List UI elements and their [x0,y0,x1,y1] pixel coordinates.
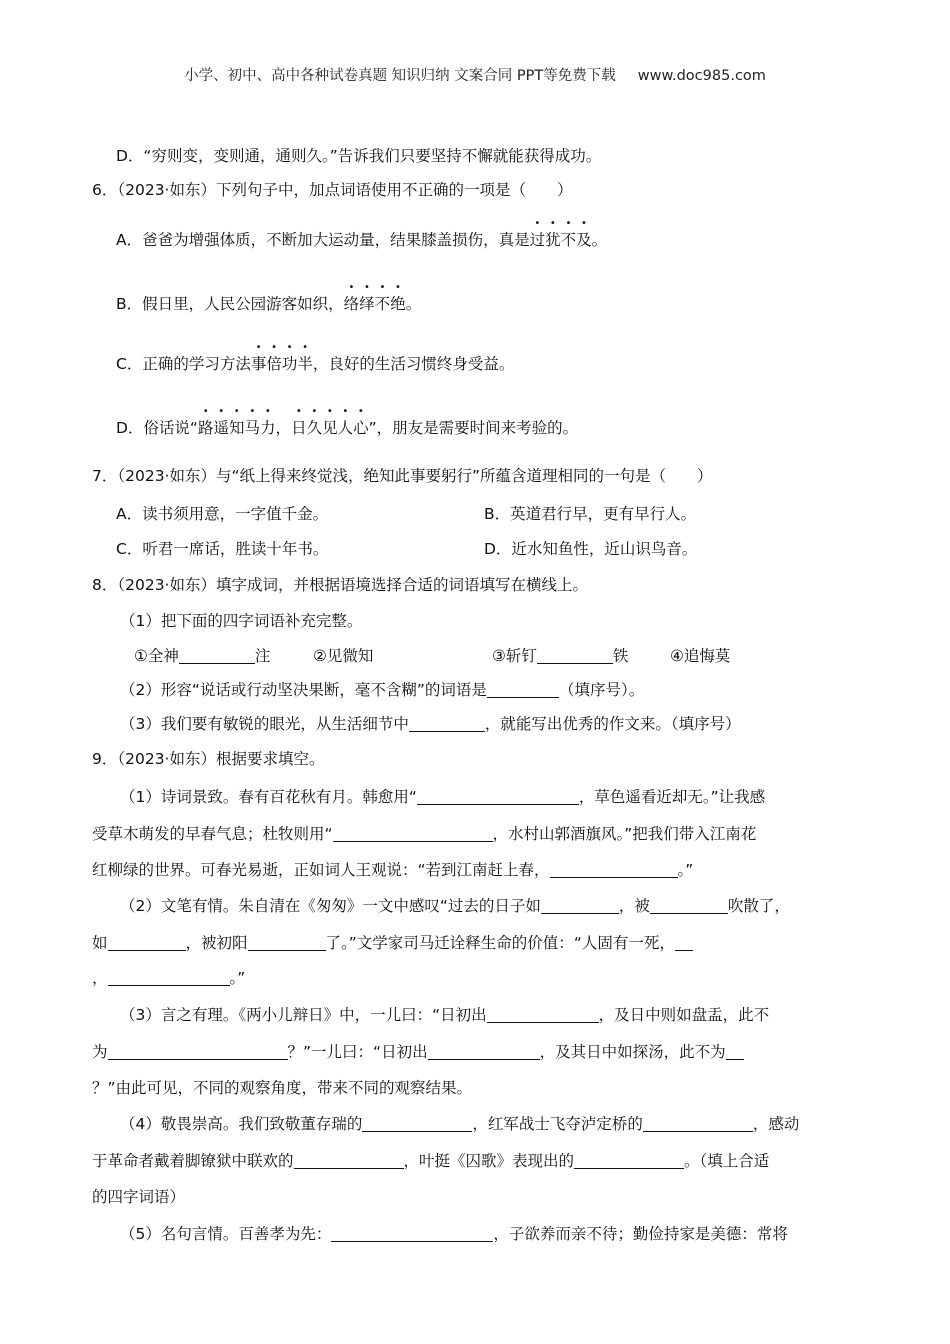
emphasis-char: 马 [244,419,261,437]
q9-p1-line1: （1）诗词景致。春有百花秋有月。韩愈用“ ，草色遥看近却无。”让我感 [120,788,766,806]
emphasis-char: 绎 [359,295,375,313]
page-header [0,68,950,85]
emphasis-char: 知 [229,419,245,437]
q9-p3-line1: （3）言之有理。《两小儿辩日》中，一儿曰：“日初出 ，及日中则如盘盂，此不 [120,1006,770,1024]
q9-p2-line2: 如 ，被初阳 了。”文学家司马迁诠释生命的价值：“人固有一死， [92,934,693,953]
emphasis-char: 及 [576,231,592,249]
q9-blank[interactable] [650,898,728,915]
q9-blank[interactable] [362,1116,472,1133]
q8-part2: （2）形容“说话或行动坚决果断，毫不含糊”的词语是 （填序号）。 [120,681,645,699]
emphasis-char: 不 [374,295,391,313]
q7-option-d: D．近水知鱼性，近山识鸟音。 [484,540,698,558]
q9-blank[interactable] [108,970,230,987]
q9-p1-line2: 受草木萌发的早春气息；杜牧则用“ ，水村山郭酒旗风。”把我们带入江南花 [92,825,757,843]
q9-blank[interactable] [428,1044,540,1061]
emphasis-char: 半 [297,355,313,373]
emphasis-char: 络 [343,295,360,313]
q9-blank[interactable] [574,1153,684,1170]
emphasis-char: 绝 [390,295,406,313]
q9-p4-line1: （4）敬畏崇高。我们致敬董存瑞的 ，红军战士飞夺泸定桥的 ，感动 [120,1115,800,1133]
q8-blank-1[interactable] [179,648,255,665]
q9-blank[interactable] [333,826,493,843]
q6-option-a: A．爸爸为增强体质，不断加大运动量，结果膝盖损伤，真是过犹不及。 [116,231,608,249]
q9-blank[interactable] [487,1007,599,1024]
q9-blank[interactable] [643,1116,753,1133]
q6-b-dotted-word [344,295,406,313]
q6-c-dotted-word [251,355,313,373]
q9-p1-line3: 红柳绿的世界。可春光易逝，正如词人王观说：“若到江南赶上春， 。” [92,861,694,879]
emphasis-char: 犹 [545,231,561,249]
q9-p5-line1: （5）名句言情。百善孝为先： ，子欲养而亲不待；勤俭持家是美德：常将 [120,1225,788,1243]
q8-part1: （1）把下面的四字词语补充完整。 [120,612,363,630]
q8-word-4: ④追悔莫 [670,647,731,665]
q9-blank[interactable] [294,1153,404,1170]
emphasis-char: 见 [322,419,338,437]
q8-stem: 8．（2023·如东）填字成词，并根据语境选择合适的词语填写在横线上。 [92,576,588,594]
header-url: www.doc985.com [637,68,766,84]
q9-blank[interactable] [248,935,326,952]
q7-option-b: B．英道君行早，更有早行人。 [484,505,697,523]
q9-blank[interactable] [726,1044,744,1061]
q9-p2-line1: （2）文笔有情。朱自清在《匆匆》一文中感叹“过去的日子如 ，被 吹散了， [120,897,790,915]
q8-word-2: ②见微知 [313,647,374,665]
q6-d-dotted-word-2 [291,419,369,437]
emphasis-char: 事 [250,355,267,373]
emphasis-char: 不 [560,231,577,249]
q6-a-dotted-word [530,231,592,249]
q7-stem: 7．（2023·如东）与“纸上得来终觉浅，绝知此事要躬行”所蕴含道理相同的一句是（ ） [92,467,713,485]
q6-stem: 6．（2023·如东）下列句子中，加点词语使用不正确的一项是（ ） [92,181,573,199]
q5-option-d: D．“穷则变，变则通，通则久。”告诉我们只要坚持不懈就能获得成功。 [116,147,602,165]
emphasis-char: 力 [260,419,276,437]
q8-word-1: ①全神 注 [134,647,271,665]
q9-stem: 9．（2023·如东）根据要求填空。 [92,750,325,768]
q9-p4-line2: 于革命者戴着脚镣狱中联欢的 ，叶挺《囚歌》表现出的 。（填上合适 [92,1152,770,1170]
q8-blank-p2[interactable] [487,682,559,699]
q9-blank[interactable] [108,935,186,952]
q9-blank[interactable] [550,862,678,879]
emphasis-char: 久 [306,419,323,437]
emphasis-char: 过 [529,231,546,249]
emphasis-char: 功 [281,355,298,373]
q9-p4-line3: 的四字词语） [92,1188,186,1206]
emphasis-char: 心 [353,419,369,437]
q9-blank[interactable] [675,935,693,952]
q8-word-3: ③斩钉 铁 [492,647,629,665]
q6-option-c: C．正确的学习方法事倍功半，良好的生活习惯终身受益。 [116,355,515,373]
q7-option-c: C．听君一席话，胜读十年书。 [116,540,329,558]
q9-p3-line3: ？”由此可见，不同的观察角度，带来不同的观察结果。 [92,1079,473,1097]
q7-option-a: A．读书须用意，一字值千金。 [116,505,329,523]
q9-blank[interactable] [417,789,579,806]
q9-blank[interactable] [108,1044,288,1061]
q6-option-b: B．假日里，人民公园游客如织，络绎不绝。 [116,295,422,313]
emphasis-char: 倍 [266,355,282,373]
q6-option-d: D．俗话说“路遥知马力，日久见人心”，朋友是需要时间来考验的。 [116,419,579,437]
q6-d-dotted-word-1 [198,419,276,437]
emphasis-char: 日 [291,419,307,437]
q9-p3-line2: 为 ？”一儿曰：“日初出 ，及其日中如探汤，此不为 [92,1043,744,1062]
emphasis-char: 遥 [213,419,229,437]
q9-blank[interactable] [541,898,619,915]
emphasis-char: 人 [337,419,354,437]
q8-blank-p3[interactable] [409,716,485,733]
q8-blank-3[interactable] [537,648,613,665]
emphasis-char: 路 [197,419,214,437]
header-text: 小学、初中、高中各种试卷真题 知识归纳 文案合同 PPT等免费下载 [184,68,616,84]
q9-p2-line3: ， 。” [92,969,246,987]
q8-part3: （3）我们要有敏锐的眼光，从生活细节中 ，就能写出优秀的作文来。（填序号） [120,715,741,733]
q9-blank[interactable] [331,1226,493,1243]
